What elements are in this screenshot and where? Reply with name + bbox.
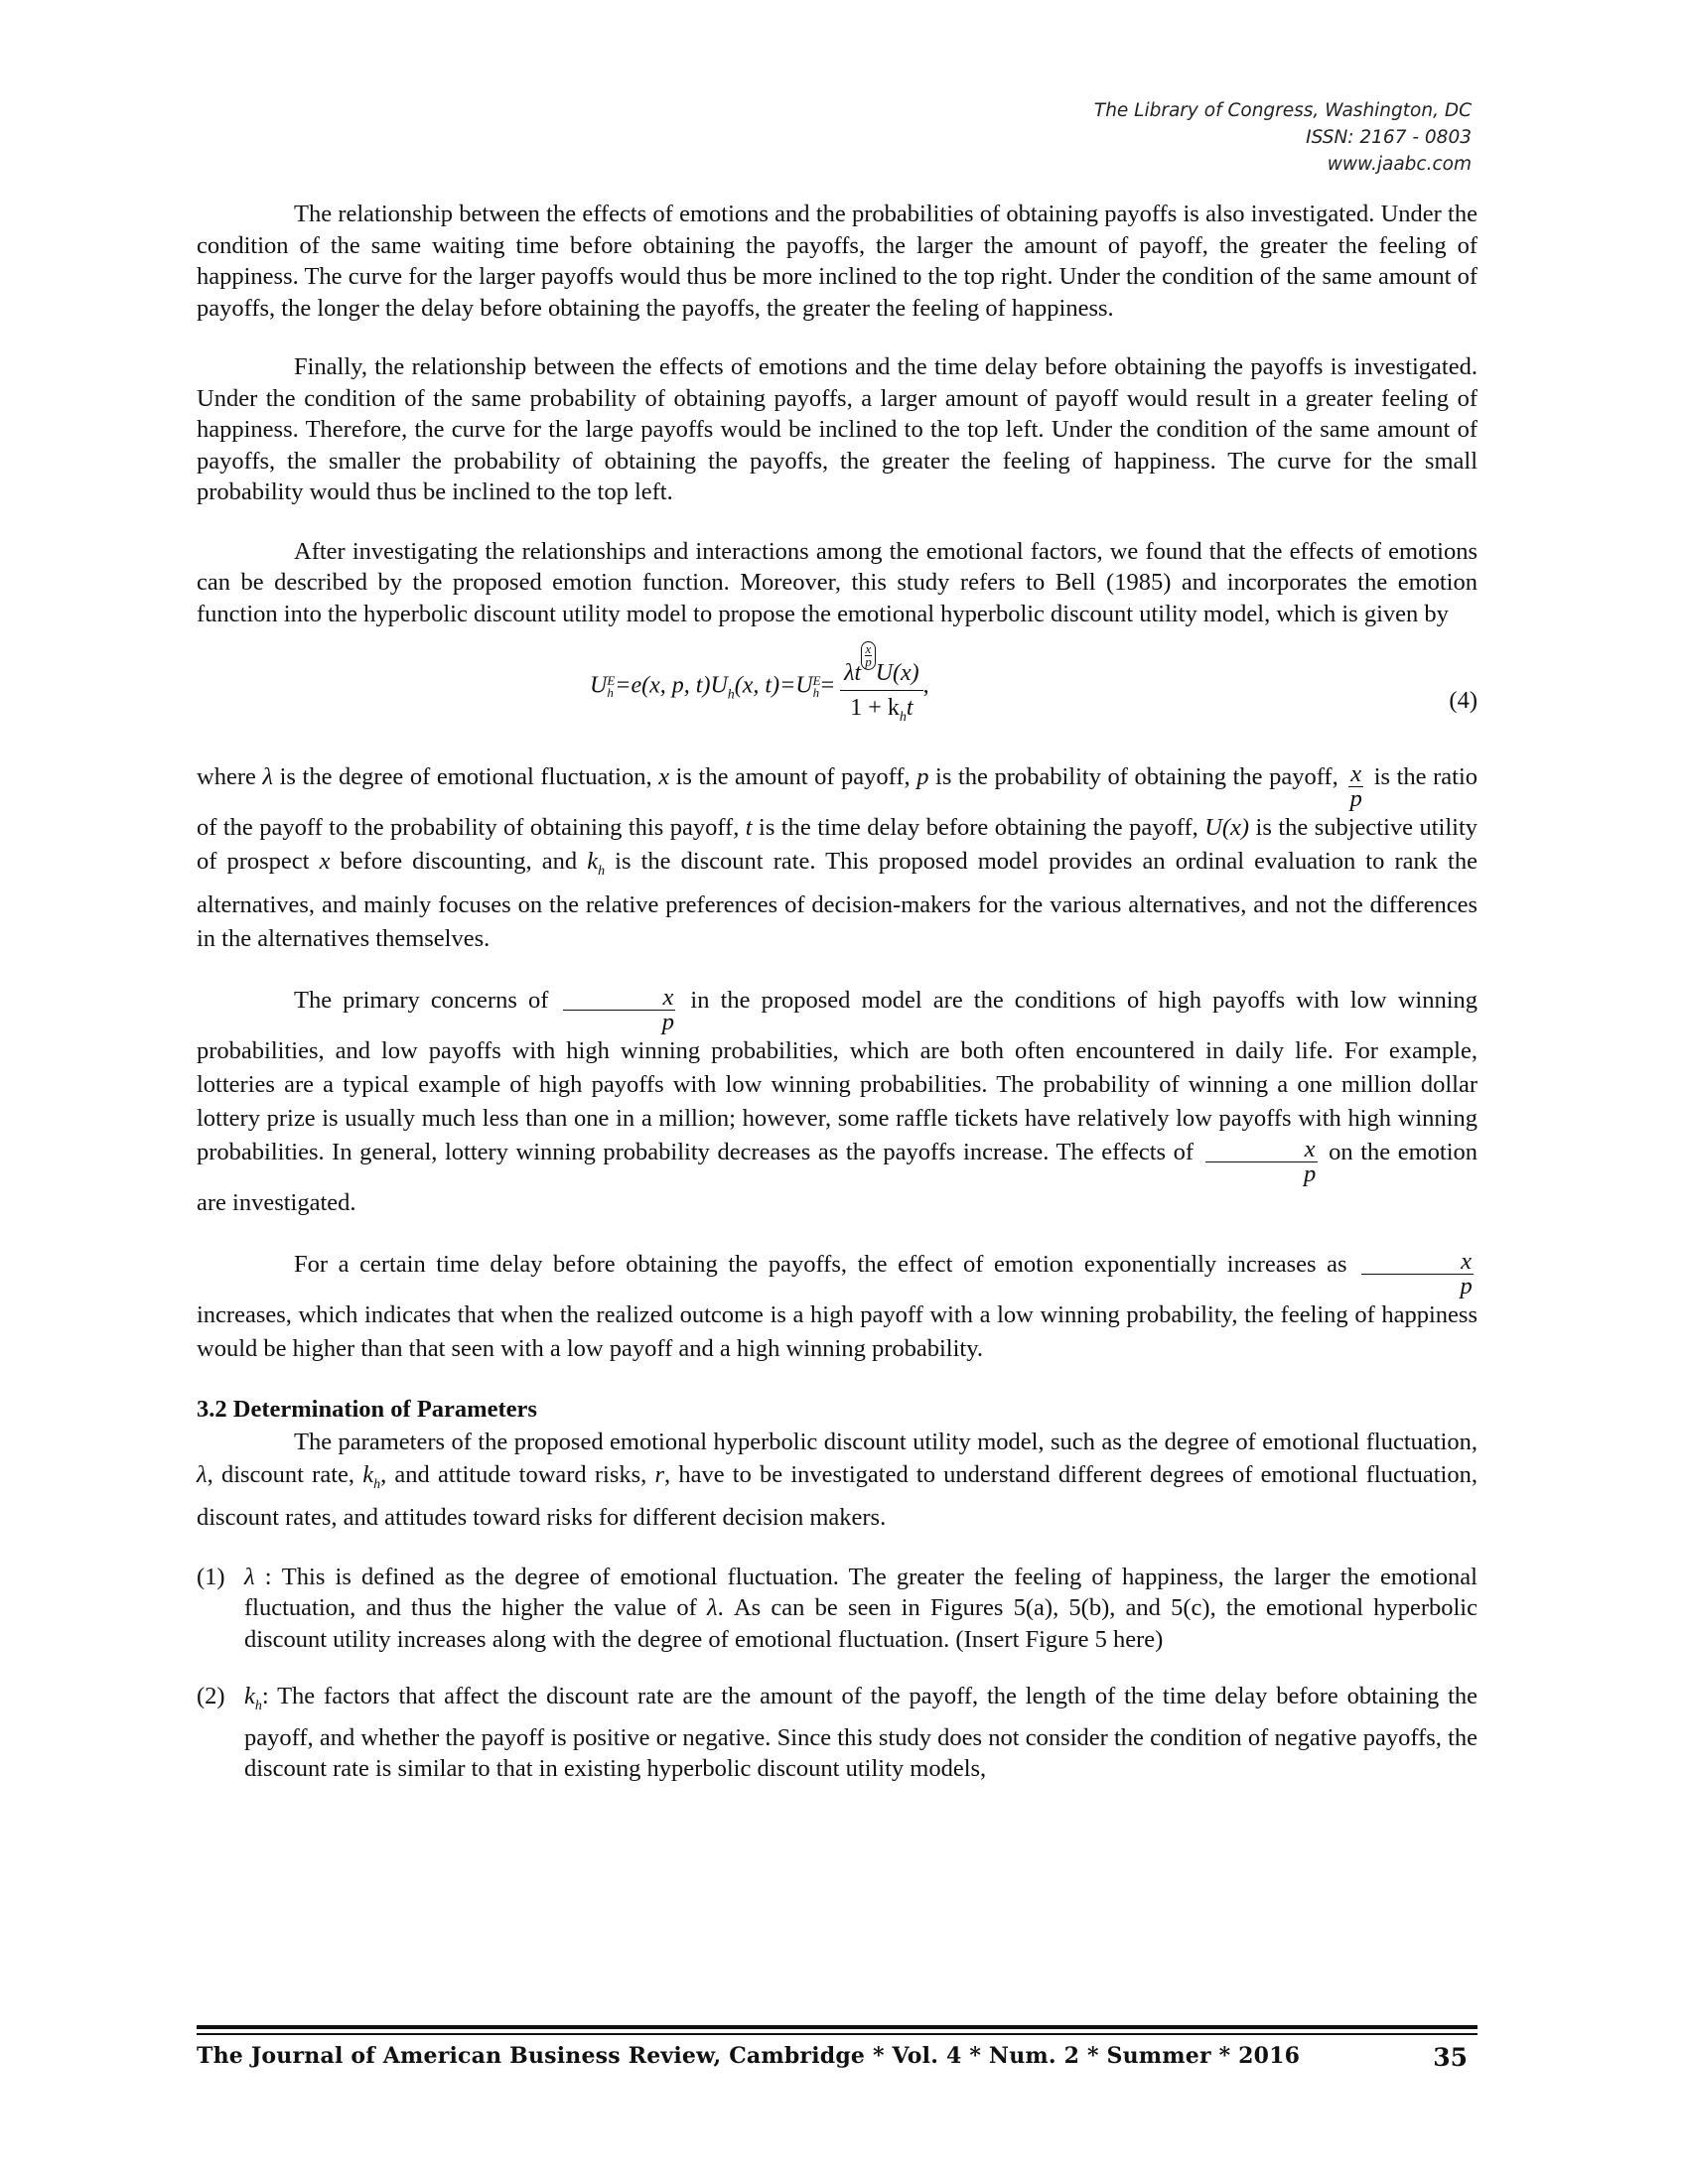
utility-function: U(x) xyxy=(1204,814,1250,841)
footer-rule-thin xyxy=(197,2033,1477,2035)
header-issn: ISSN: 2167 - 0803 xyxy=(1306,127,1472,148)
equation-body: U E h =e(x, p, $t)U_h(x$, t)=U E h = λt $\frac{x}{p}$ U(x) $1 + k_ht$ , xyxy=(590,641,929,733)
ratio-x-over-p: $\frac{x}{p}$ xyxy=(1349,760,1362,812)
paragraph-primary-concerns: The primary concerns of $\frac{x}{p}$ in the proposed model are the conditions of high payoffs with low winning probabilities, and low payoffs with high winning probabilities, which are both often encountered in daily life. For example, lotteries are a typical example of high payoffs with low winning probabilities. The probability of winning a one million dollar lottery prize is usually much less than one in a million; however, some raffle tickets have relatively low payoffs with high winning probabilities. In general, lottery winning probability decreases as the payoffs increase. The effects of $\frac{x}{p}$ on the emotion are investigated. xyxy=(197,984,1478,1216)
equation-numerator: λt $\frac{x}{p}$ U(x) xyxy=(840,641,923,691)
equation-fraction xyxy=(840,641,923,733)
page-header xyxy=(1094,97,1472,178)
ratio-x-over-p: $\frac{x}{p}$ xyxy=(1361,1250,1474,1298)
list-item-discount-rate: (2) $k_h$: The factors that affect the discount rate are the amount of the payoff, the length of the time delay before obtaining the payoff, and whether the payoff is positive or negative. Since this study does not consider the condition of negative payoffs, the discount rate is similar to that in existing hyperbolic discount utility models, xyxy=(197,1683,1477,1782)
paragraph-variable-definitions: where λ is the degree of emotional fluctuation, x is the amount of payoff, p is the probability of obtaining the payoff, $\frac{x}{p}$ is the ratio of the payoff to the probability of obtaining this payoff, t is the time delay before obtaining the payoff, U(x) is the subjective utility of prospect x before discounting, and $k_h$ is the discount rate. This proposed model provides an ordinal evaluation to rank the alternatives, and mainly focuses on the relative preferences of decision-makers for the various alternatives, and not the differences in the alternatives themselves. xyxy=(197,760,1478,952)
header-library: The Library of Congress, Washington, DC xyxy=(1093,100,1472,121)
lambda-symbol: λ xyxy=(262,763,274,790)
paragraph-probability-relationship: The relationship between the effects of emotions and the probabilities of obtaining payoffs is also investigated. Under the condition of the same waiting time before obtaining the payoffs, the larger the amount of payoff, the greater the feeling of happiness. The curve for the larger payoffs would thus be more inclined to the top right. Under the condition of the same amount of payoffs, the longer the delay before obtaining the payoffs, the greater the feeling of happiness. xyxy=(197,201,1477,322)
footer-rule-thick xyxy=(197,2025,1477,2029)
section-heading: 3.2 Determination of Parameters xyxy=(197,1396,537,1423)
list-item-lambda: (1) λ : This is defined as the degree of emotional fluctuation. The greater the feeling of happiness, the larger the emotional fluctuation, and thus the higher the value of λ. As can be seen in Figures 5(a), 5(b), and 5(c), the emotional hyperbolic discount utility increases along with the degree of emotional fluctuation. (Insert Figure 5 here) xyxy=(197,1563,1477,1653)
paragraph-exponential-effect: For a certain time delay before obtaining the payoffs, the effect of emotion exponentially increases as $\frac{x}{p}$ increases, which indicates that when the realized outcome is a high payoff with a low winning probability, the feeling of happiness would be higher than that seen with a low payoff and a high winning probability. xyxy=(197,1248,1477,1362)
equation-4 xyxy=(197,633,1477,745)
header-website: www.jaabc.com xyxy=(1327,154,1472,175)
footer-journal: The Journal of American Business Review, Cambridge * Vol. 4 * Num. 2 * Summer * 2016 xyxy=(197,2043,1301,2069)
paragraph-model-intro: After investigating the relationships and interactions among the emotional factors, we found that the effects of emotions can be described by the proposed emotion function. Moreover, this study refers to Bell (1985) and incorporates the emotion function into the hyperbolic discount utility model to propose the emotional hyperbolic discount utility model, which is given by xyxy=(197,537,1477,627)
ratio-x-over-p: $\frac{x}{p}$ xyxy=(563,986,675,1034)
paragraph-parameters: The parameters of the proposed emotional hyperbolic discount utility model, such as the degree of emotional fluctuation, λ, discount rate, $k_h$, and attitude toward risks, r, have to be investigated to understand different degrees of emotional fluctuation, discount rates, and attitudes toward risks for different decision makers. xyxy=(197,1428,1477,1531)
equation-number: (4) xyxy=(1449,687,1477,714)
page-body xyxy=(197,199,1477,1811)
ratio-x-over-p: $\frac{x}{p}$ xyxy=(1205,1138,1318,1186)
page-number: 35 xyxy=(1433,2043,1468,2072)
paragraph-time-delay-relationship: Finally, the relationship between the effects of emotions and the time delay before obtaining the payoffs is investigated. Under the condition of the same probability of obtaining payoffs, a larger amount of payoff would result in a greater feeling of happiness. Therefore, the curve for the large payoffs would be inclined to the top left. Under the condition of the same amount of payoffs, the smaller the probability of obtaining the payoffs, the greater the feeling of happiness. The curve for the small probability would thus be inclined to the top left. xyxy=(197,353,1477,505)
equation-denominator: $1 + k_ht$ xyxy=(850,695,914,725)
